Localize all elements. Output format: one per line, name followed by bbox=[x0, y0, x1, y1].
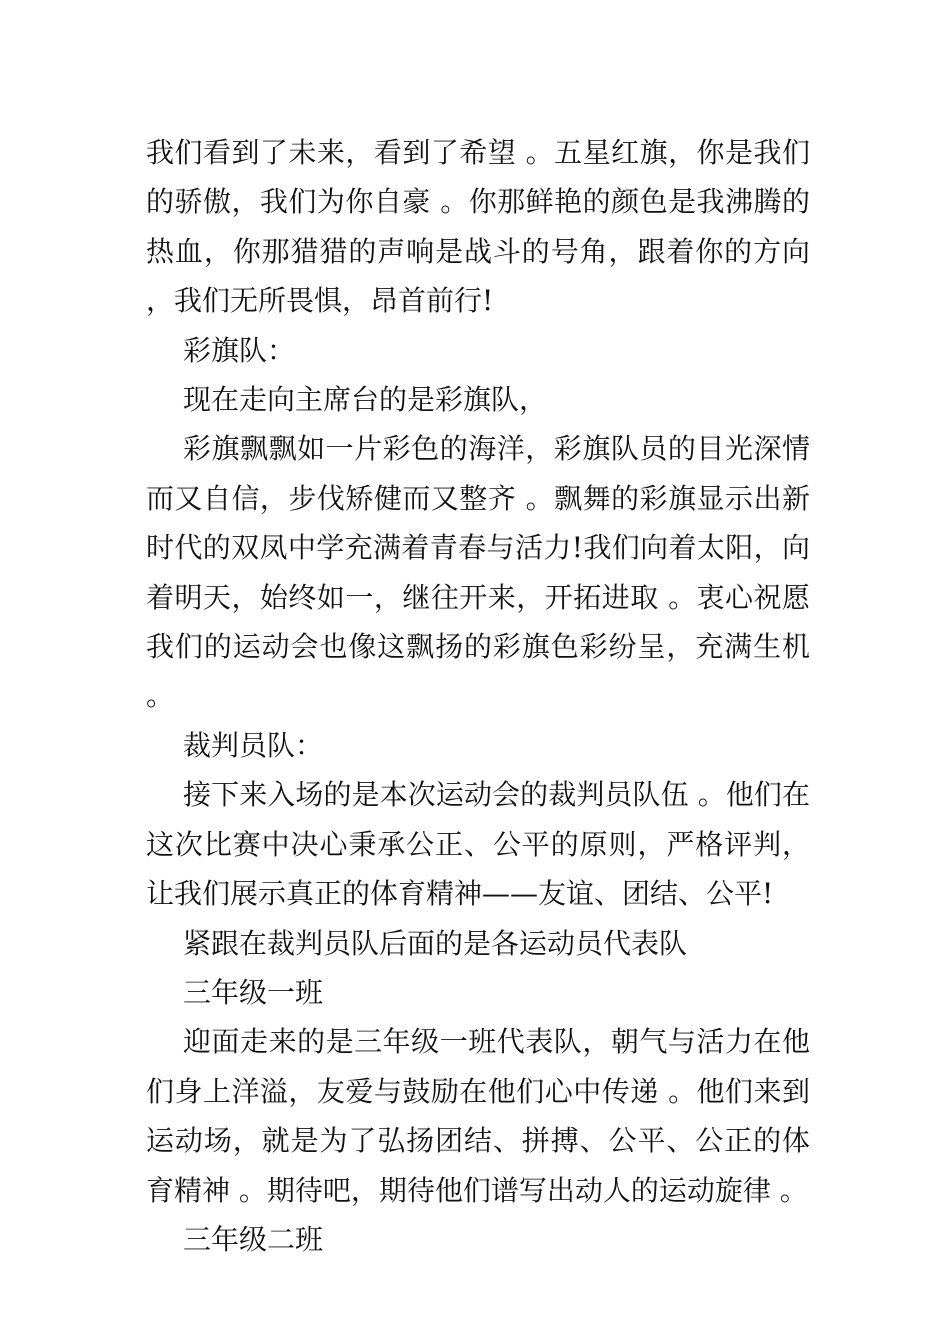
paragraph-athlete-teams-intro: 紧跟在裁判员队后面的是各运动员代表队 bbox=[183, 926, 688, 960]
paragraph-color-flag-description: 彩旗飘飘如一片彩色的海洋，彩旗队员的目光深情而又自信，步伐矫健而又整齐 。飘舞的彩旗显示出新时代的双凤中学充满着青春与活力!我们向着太阳，向着明天，始终如一，继往开来，开拓进取 。衷心祝愿我们的运动会也像这飘扬的彩旗色彩纷呈，充满生机 。 bbox=[146, 432, 810, 713]
document-body bbox=[146, 128, 810, 1264]
paragraph-grade3-class1-description: 迎面走来的是三年级一班代表队，朝气与活力在他们身上洋溢，友爱与鼓励在他们心中传递 。他们来到运动场，就是为了弘扬团结、拼搏、公平、公正的体育精神 。期待吧，期待他们谱写出动人的运动旋律 。 bbox=[146, 1025, 810, 1207]
heading-grade3-class1: 三年级一班 bbox=[183, 975, 324, 1009]
heading-grade3-class2: 三年级二班 bbox=[183, 1222, 324, 1256]
heading-color-flag-team: 彩旗队： bbox=[183, 333, 296, 367]
paragraph-continuation: 我们看到了未来，看到了希望 。五星红旗，你是我们的骄傲，我们为你自豪 。你那鲜艳的颜色是我沸腾的热血，你那猎猎的声响是战斗的号角，跟着你的方向，我们无所畏惧，昂首前行! bbox=[146, 136, 810, 318]
heading-referee-team: 裁判员队： bbox=[183, 728, 324, 762]
paragraph-color-flag-intro: 现在走向主席台的是彩旗队， bbox=[183, 383, 548, 417]
paragraph-referee-description: 接下来入场的是本次运动会的裁判员队伍 。他们在这次比赛中决心秉承公正、公平的原则，严格评判，让我们展示真正的体育精神——友谊、团结、公平! bbox=[146, 778, 810, 911]
